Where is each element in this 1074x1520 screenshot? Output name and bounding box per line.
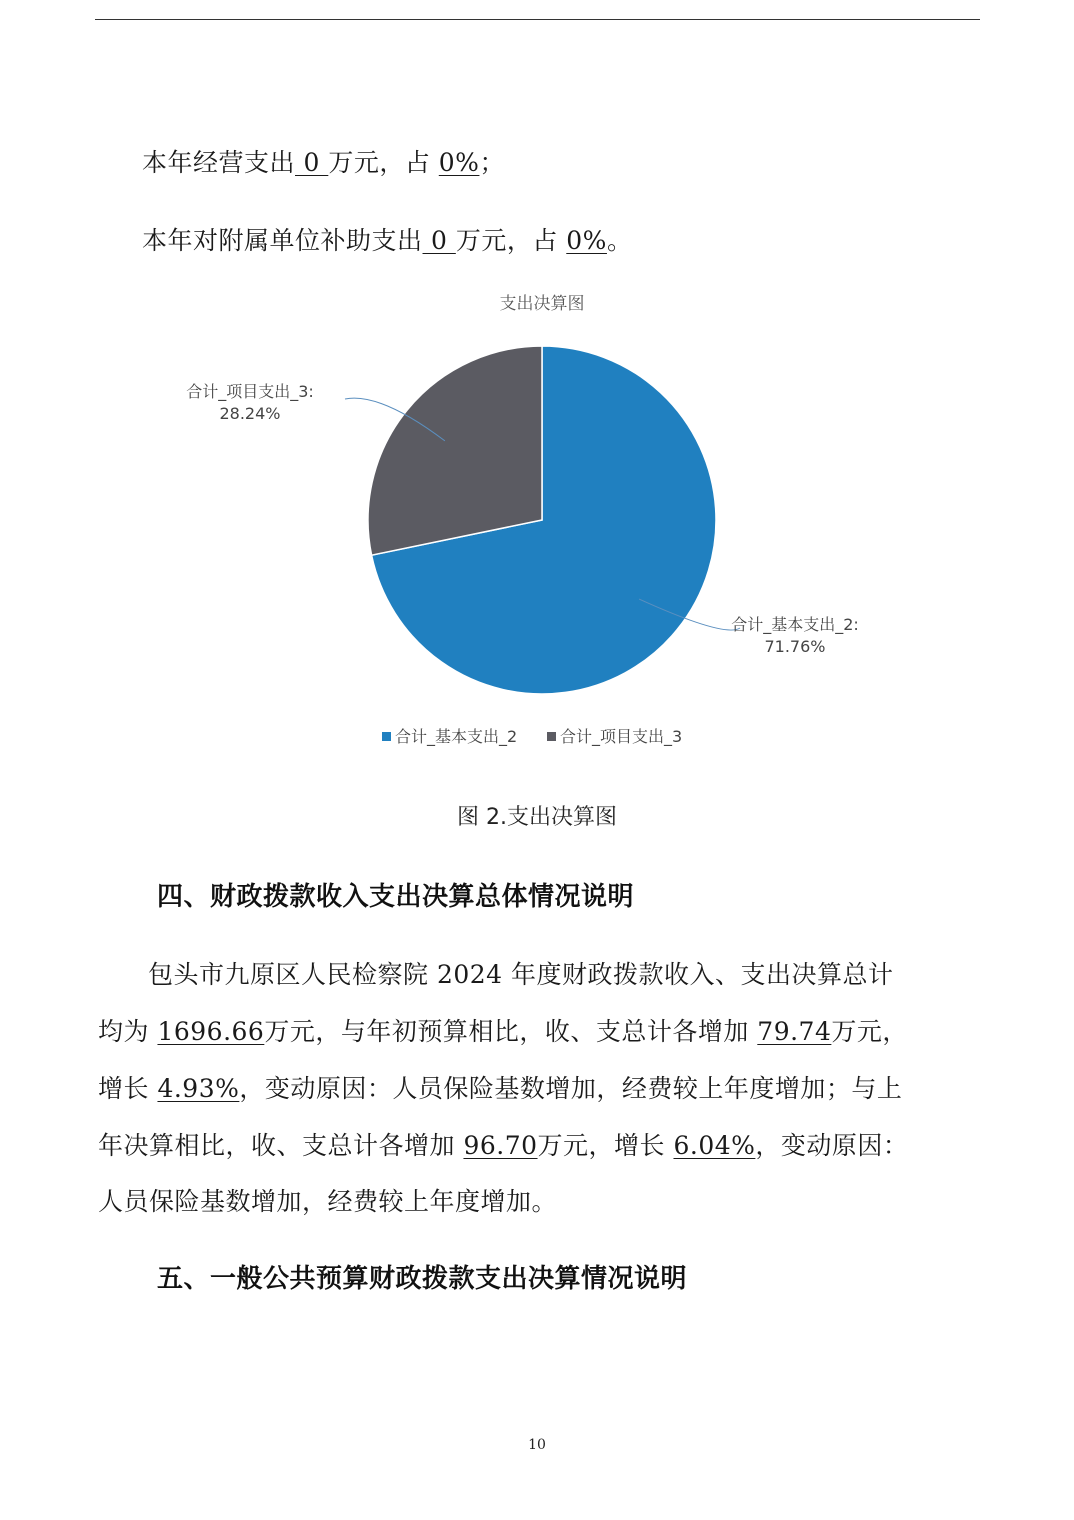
text: 增长 xyxy=(98,1074,158,1103)
section4-para-line-1: 包头市九原区人民检察院 2024 年度财政拨款收入、支出决算总计 xyxy=(148,960,894,989)
operating-text: 本年经营支出 xyxy=(142,148,296,177)
text: 万元，增长 xyxy=(537,1131,674,1160)
expense-pie-chart xyxy=(160,285,920,765)
text: 万元，与年初预算相比，收、支总计各增加 xyxy=(264,1017,758,1046)
subsidy-punct: 。 xyxy=(606,226,633,255)
data-label-value-1: 71.76% xyxy=(764,637,826,656)
text: 万元， xyxy=(831,1017,908,1046)
data-label-name-2: 合计_项目支出_3: xyxy=(186,382,314,401)
section4-heading: 四、财政拨款收入支出决算总体情况说明 xyxy=(157,882,635,912)
page-number: 10 xyxy=(528,1437,546,1453)
chart-title: 支出决算图 xyxy=(499,294,585,314)
subsidy-amount: 0 xyxy=(422,226,456,255)
budget-growth-rate: 4.93% xyxy=(157,1074,240,1103)
subsidy-expense-line xyxy=(142,221,632,257)
yoy-increase: 96.70 xyxy=(463,1131,538,1160)
operating-punct: ； xyxy=(479,148,505,177)
pie-chart-svg xyxy=(160,285,920,765)
text: 均为 xyxy=(98,1017,158,1046)
data-label-value-2: 28.24% xyxy=(219,404,281,423)
legend-swatch-1 xyxy=(382,732,391,741)
operating-percent: 0% xyxy=(438,148,480,177)
text: 年决算相比，收、支总计各增加 xyxy=(98,1131,464,1160)
legend-label-1: 合计_基本支出_2 xyxy=(395,727,518,746)
pie-slice-2 xyxy=(368,346,542,555)
subsidy-text-2: 万元，占 xyxy=(455,226,567,255)
subsidy-text: 本年对附属单位补助支出 xyxy=(142,226,423,255)
total-amount: 1696.66 xyxy=(157,1017,265,1046)
figure-caption: 图 2.支出决算图 xyxy=(457,805,617,830)
section4-para-line-5: 人员保险基数增加，经费较上年度增加。 xyxy=(98,1187,558,1216)
yoy-growth-rate: 6.04% xyxy=(673,1131,756,1160)
section4-para-line-3 xyxy=(98,1069,902,1105)
header-rule xyxy=(95,19,980,20)
operating-expense-line xyxy=(142,143,505,179)
operating-text-2: 万元，占 xyxy=(328,148,439,177)
section5-heading: 五、一般公共预算财政拨款支出决算情况说明 xyxy=(157,1264,688,1294)
text: ，变动原因： xyxy=(755,1131,909,1160)
legend-swatch-2 xyxy=(547,732,556,741)
legend-label-2: 合计_项目支出_3 xyxy=(560,727,683,746)
text: ，变动原因：人员保险基数增加，经费较上年度增加；与上 xyxy=(239,1074,903,1103)
data-label-name-1: 合计_基本支出_2: xyxy=(731,615,859,634)
section4-para-line-4 xyxy=(98,1126,908,1162)
section4-para-line-2 xyxy=(98,1012,908,1048)
subsidy-percent: 0% xyxy=(566,226,607,255)
operating-amount: 0 xyxy=(295,148,329,177)
budget-increase: 79.74 xyxy=(757,1017,832,1046)
